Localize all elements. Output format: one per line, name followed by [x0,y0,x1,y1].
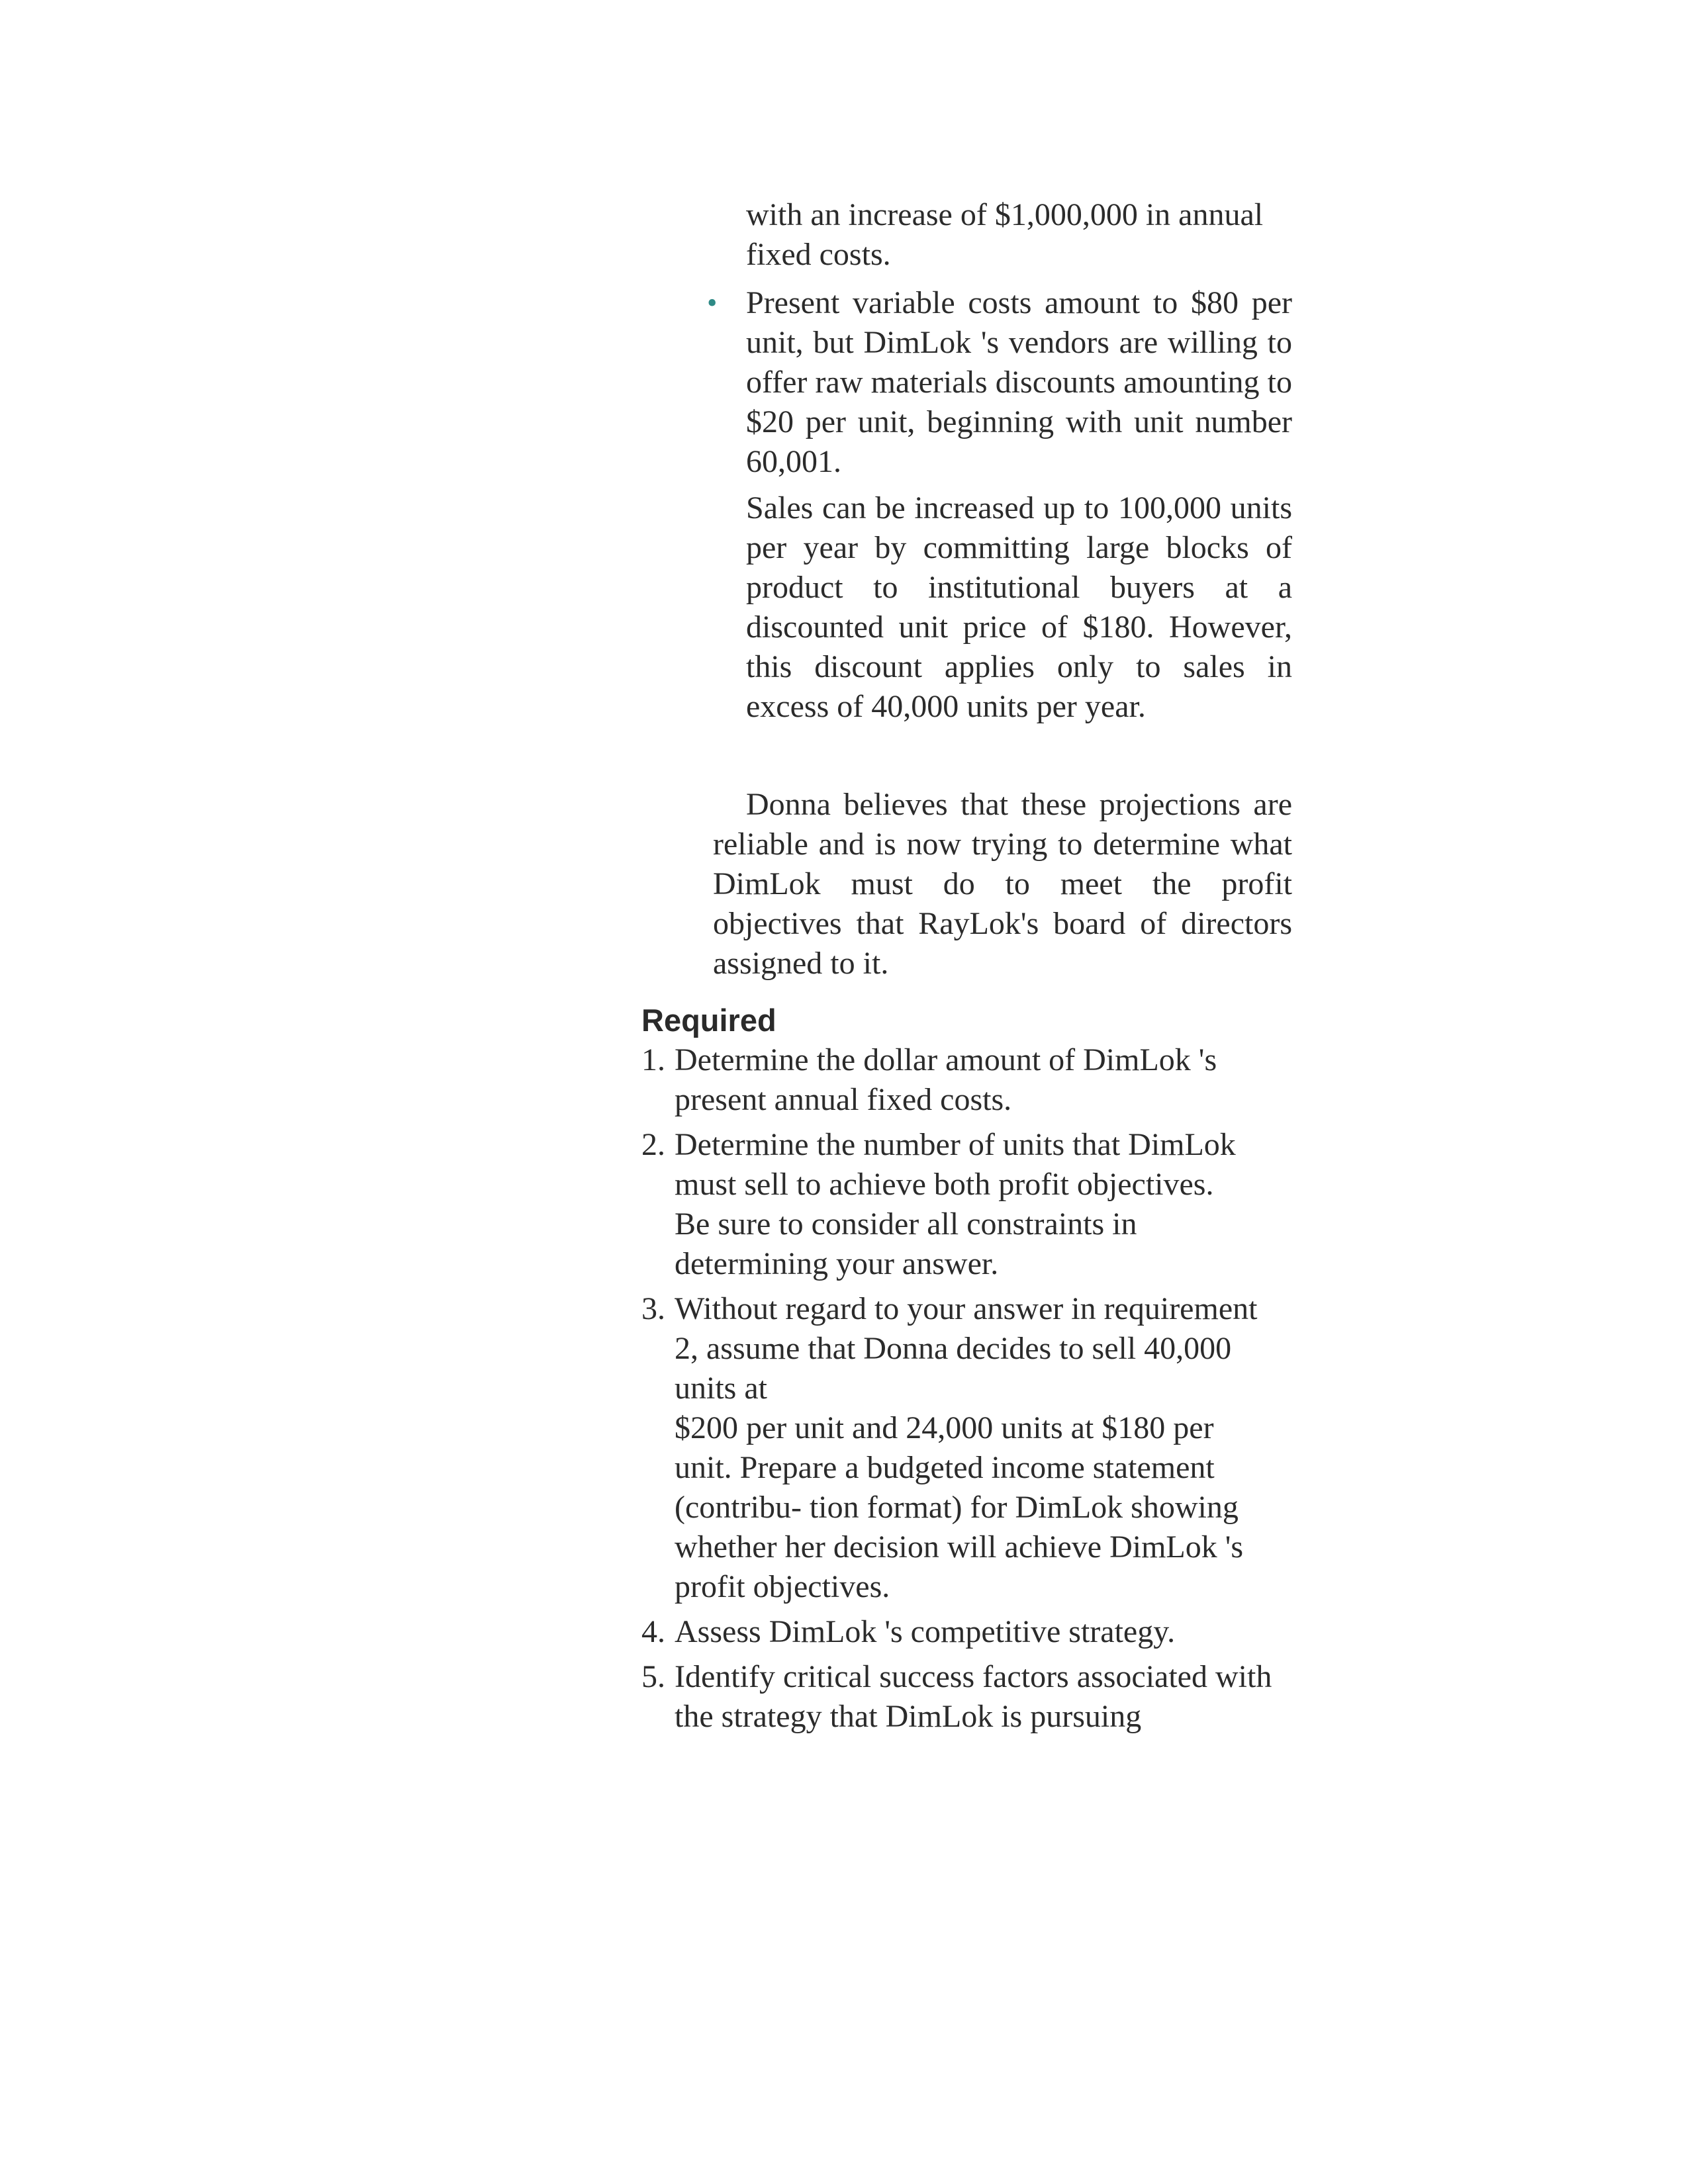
required-item-2 [641,1125,1313,1284]
item-line: the strategy that DimLok is pursuing [675,1699,1142,1734]
item-number: 5. [641,1659,665,1694]
item-number: 3. [641,1291,665,1326]
item-line: profit objectives. [675,1569,890,1604]
continuation-line: with an increase of $1,000,000 in annual [746,197,1264,232]
sales-paragraph: Sales can be increased up to 100,000 units per year by committing large blocks of product to institutional buyers at a discounted unit price of $180. However, this discount applies only to sales in excess of 40,000 units per year. [746,490,1292,724]
item-line: Without regard to your answer in requirement [675,1291,1258,1326]
required-item-5 [641,1657,1313,1737]
item-line: present annual fixed costs. [675,1082,1012,1117]
item-line: Determine the number of units that DimLok [675,1127,1236,1162]
item-line: 2, assume that Donna decides to sell 40,000 [675,1331,1232,1366]
item-line: Determine the dollar amount of DimLok 's [675,1042,1217,1077]
item-line: determining your answer. [675,1246,999,1281]
item-line: whether her decision will achieve DimLok 's [675,1529,1244,1565]
required-item-4 [641,1612,1313,1652]
item-line: (contribu- tion format) for DimLok showing [675,1490,1239,1525]
required-heading: Required [641,1003,776,1038]
item-line: Assess DimLok 's competitive strategy. [675,1614,1176,1649]
continuation-text [746,195,1292,275]
item-line: Be sure to consider all constraints in [675,1206,1137,1242]
required-item-3 [641,1289,1313,1607]
required-list [641,1040,1313,1742]
item-line: units at [675,1371,767,1406]
item-number: 4. [641,1614,665,1649]
item-line: Identify critical success factors associated with [675,1659,1272,1694]
donna-paragraph: Donna believes that these projections are reliable and is now trying to determine what DimLok must do to meet the profit objectives that RayLok's board of directors assigned to it. [713,787,1292,981]
item-number: 2. [641,1127,665,1162]
item-line: must sell to achieve both profit objectives. [675,1167,1214,1202]
item-line: $200 per unit and 24,000 units at $180 per [675,1410,1214,1445]
continuation-line: fixed costs. [746,237,891,272]
item-number: 1. [641,1042,665,1077]
item-line: unit. Prepare a budgeted income statement [675,1450,1215,1485]
required-item-1 [641,1040,1313,1120]
bullet-item-variable-costs: Present variable costs amount to $80 per unit, but DimLok 's vendors are willing to offer raw materials discounts amounting to $20 per unit, beginning with unit number 60,001. [746,285,1292,479]
bullet-marker: • [707,287,718,319]
